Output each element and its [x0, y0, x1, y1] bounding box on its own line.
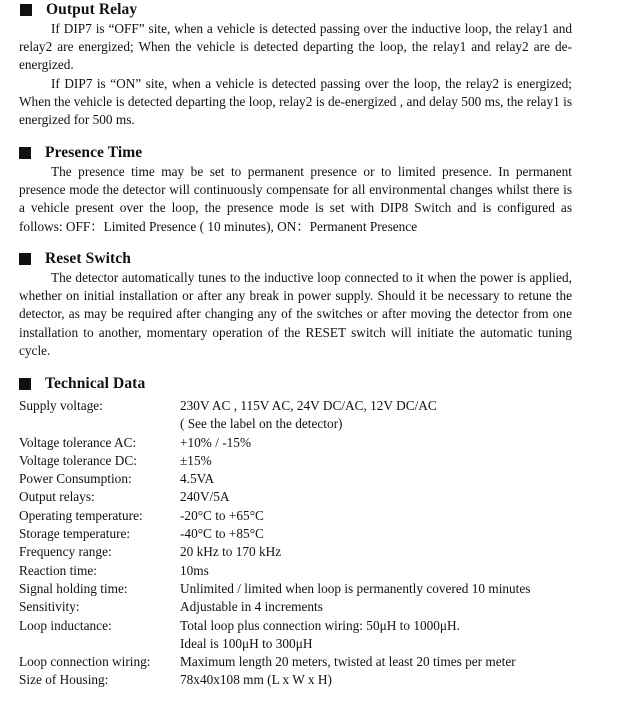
spec-label: Voltage tolerance AC: [19, 434, 137, 450]
presence-time-title: Presence Time [45, 144, 143, 161]
output-relay-heading [20, 0, 572, 20]
spec-row [19, 525, 572, 543]
presence-time-paragraph: The presence time may be set to permanent presence or to limited presence. In permanent presence mode the detector will continuously compensate for all environmental changes whilst there is a vehicle present over the loop, the presence mode is set with DIP8 Switch and is configured as follows: OFF：Limited Presence ( 10 minutes), ON：Permanent Presence [19, 164, 572, 234]
spec-value: +10% / -15% [180, 434, 252, 450]
square-bullet-icon [19, 253, 31, 265]
technical-data-section [19, 374, 572, 690]
spec-value: 4.5VA [180, 471, 215, 487]
spec-label: Voltage tolerance DC: [19, 452, 137, 468]
spec-label: Operating temperature: [19, 507, 143, 523]
spec-row [19, 452, 572, 470]
spec-label: Storage temperature: [19, 526, 131, 542]
spec-value: -20°C to +65°C [180, 507, 264, 523]
presence-time-section [19, 143, 572, 236]
presence-time-heading [19, 143, 572, 163]
spec-value: Unlimited / limited when loop is permanently covered 10 minutes [180, 580, 531, 596]
spec-value: Ideal is 100μH to 300μH [180, 635, 313, 651]
spec-value: -40°C to +85°C [180, 526, 264, 542]
spec-value: 240V/5A [180, 489, 230, 505]
spec-label: Loop connection wiring: [19, 654, 151, 670]
spec-row [19, 470, 572, 488]
spec-label: Size of Housing: [19, 672, 109, 688]
spec-row [19, 562, 572, 580]
reset-switch-heading [19, 249, 572, 269]
spec-label: Frequency range: [19, 544, 112, 560]
spec-value: ( See the label on the detector) [180, 416, 343, 432]
technical-data-table [19, 397, 572, 690]
output-relay-paragraph-2: If DIP7 is “ON” site, when a vehicle is detected passing over the loop, the relay2 is energized; When the vehicle is detected departing the loop, relay2 is de-energized , and delay 500 ms, the relay1 is energized for 500 ms. [19, 75, 572, 128]
spec-label: Sensitivity: [19, 599, 80, 615]
spec-row [19, 488, 572, 506]
square-bullet-icon [19, 378, 31, 390]
spec-row [19, 434, 572, 452]
spec-row [19, 617, 572, 635]
spec-row [19, 507, 572, 525]
spec-label: Supply voltage: [19, 398, 103, 413]
spec-value: 20 kHz to 170 kHz [180, 544, 282, 560]
spec-value: ±15% [180, 452, 212, 468]
spec-value: Maximum length 20 meters, twisted at least 20 times per meter [180, 654, 516, 670]
square-bullet-icon [19, 147, 31, 159]
spec-label: Loop inductance: [19, 617, 112, 633]
spec-row [19, 543, 572, 561]
technical-data-heading [19, 374, 572, 394]
spec-label: Power Consumption: [19, 471, 132, 487]
spec-row [19, 598, 572, 616]
spec-label: Output relays: [19, 489, 95, 505]
technical-data-title: Technical Data [45, 375, 146, 392]
reset-switch-title: Reset Switch [45, 250, 132, 267]
spec-value: 78x40x108 mm (L x W x H) [180, 672, 332, 688]
spec-value: Total loop plus connection wiring: 50μH to 1000μH. [180, 617, 460, 633]
spec-value: Adjustable in 4 increments [180, 599, 323, 615]
spec-label: Reaction time: [19, 562, 97, 578]
spec-value: 230V AC , 115V AC, 24V DC/AC, 12V DC/AC [180, 398, 437, 413]
output-relay-section [19, 0, 572, 129]
output-relay-paragraph-1: If DIP7 is “OFF” site, when a vehicle is detected passing over the inductive loop, the relay1 and relay2 are energized; When the vehicle is detected departing the loop, the relay1 and relay2 are de-energized. [19, 21, 572, 73]
output-relay-title: Output Relay [46, 1, 138, 18]
spec-row [19, 415, 572, 433]
spec-row [19, 671, 572, 689]
reset-switch-paragraph: The detector automatically tunes to the inductive loop connected to it when the power is applied, whether on initial installation or after any break in power supply. Should it be necessary to retune the detector, as may be required after changing any of the switches or after moving the detector from one installation to another, momentary operation of the RESET switch will initiate the automatic tuning cycle. [19, 270, 572, 358]
square-bullet-icon [20, 4, 32, 16]
reset-switch-section [19, 249, 572, 360]
spec-row [19, 580, 572, 598]
spec-value: 10ms [180, 562, 209, 578]
spec-row [19, 635, 572, 653]
spec-row [19, 397, 572, 415]
spec-label: Signal holding time: [19, 580, 128, 596]
spec-row [19, 653, 572, 671]
